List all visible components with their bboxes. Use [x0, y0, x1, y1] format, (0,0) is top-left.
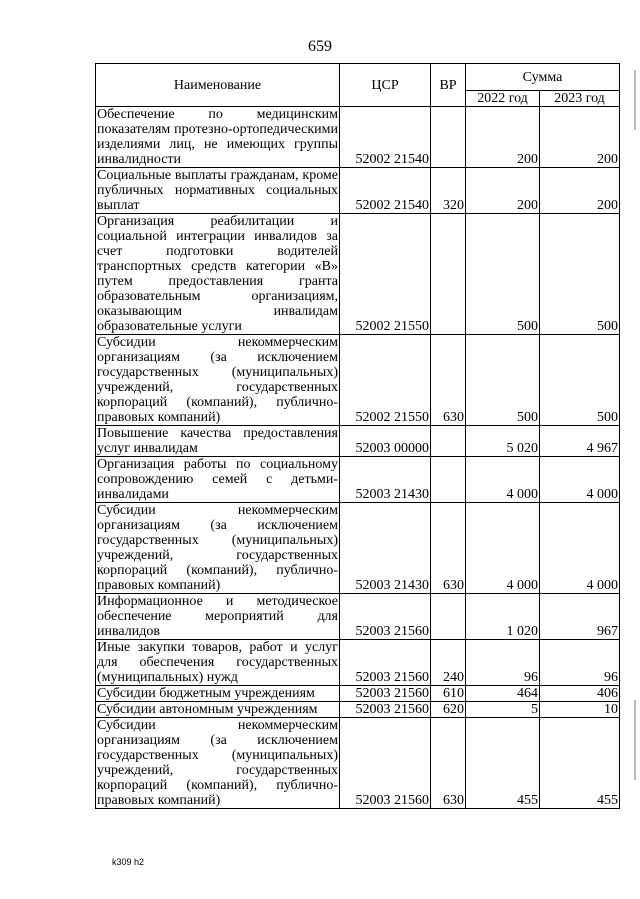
row-2023: 406 — [540, 686, 620, 702]
table-row — [96, 718, 620, 809]
row-2023: 200 — [540, 107, 620, 168]
row-2022: 200 — [466, 107, 540, 168]
row-csr: 52003 21430 — [340, 503, 431, 594]
row-name: Повышение качества предоставления услуг инвалидам — [97, 426, 338, 456]
row-2023: 96 — [540, 640, 620, 686]
table-row — [96, 214, 620, 335]
row-2022: 1 020 — [466, 594, 540, 640]
row-name: Организация реабилитации и социальной интеграции инвалидов за счет подготовки водителей транспортных средств категории «В» путем предоставления гранта образовательным организациям, оказывающим инвалидам образовательные услуги — [97, 214, 338, 334]
header-sum: Сумма — [466, 64, 620, 91]
row-csr: 52003 21560 — [340, 686, 431, 702]
row-vr: 630 — [431, 718, 466, 809]
table-row — [96, 640, 620, 686]
header-vr: ВР — [431, 64, 466, 107]
row-name: Обеспечение по медицинским показателям протезно-ортопедическими изделиями лиц, не имеющих группы инвалидности — [97, 107, 338, 167]
table-row — [96, 594, 620, 640]
row-name: Субсидии некоммерческим организациям (за исключением государственных (муниципальных) учреждений, государственных корпораций (компаний), публично-правовых компаний) — [97, 718, 338, 808]
row-vr — [431, 457, 466, 503]
row-vr: 240 — [431, 640, 466, 686]
row-2023: 500 — [540, 214, 620, 335]
row-2023: 10 — [540, 702, 620, 718]
row-vr: 610 — [431, 686, 466, 702]
row-2022: 500 — [466, 335, 540, 426]
header-2022: 2022 год — [466, 91, 540, 107]
row-2023: 4 000 — [540, 457, 620, 503]
row-2022: 4 000 — [466, 503, 540, 594]
row-2023: 967 — [540, 594, 620, 640]
row-name: Организация работы по социальному сопровождению семей с детьми-инвалидами — [97, 457, 338, 502]
row-csr: 52003 21430 — [340, 457, 431, 503]
row-2022: 5 — [466, 702, 540, 718]
row-vr: 320 — [431, 168, 466, 214]
row-2023: 200 — [540, 168, 620, 214]
row-2022: 96 — [466, 640, 540, 686]
row-vr — [431, 107, 466, 168]
row-name: Социальные выплаты гражданам, кроме публичных нормативных социальных выплат — [97, 168, 338, 213]
row-2023: 4 000 — [540, 503, 620, 594]
row-name: Информационное и методическое обеспечение мероприятий для инвалидов — [97, 594, 338, 639]
table-row — [96, 686, 620, 702]
row-csr: 52002 21540 — [340, 107, 431, 168]
row-2023: 455 — [540, 718, 620, 809]
row-2023: 4 967 — [540, 426, 620, 457]
header-2023: 2023 год — [540, 91, 620, 107]
budget-table — [95, 63, 620, 809]
row-vr — [431, 594, 466, 640]
row-2022: 455 — [466, 718, 540, 809]
table-row — [96, 457, 620, 503]
row-2022: 500 — [466, 214, 540, 335]
row-csr: 52002 21540 — [340, 168, 431, 214]
row-vr — [431, 214, 466, 335]
header-csr: ЦСР — [340, 64, 431, 107]
table-row — [96, 702, 620, 718]
table-row — [96, 426, 620, 457]
row-name: Иные закупки товаров, работ и услуг для обеспечения государственных (муниципальных) нужд — [97, 640, 338, 685]
row-2022: 464 — [466, 686, 540, 702]
row-csr: 52003 21560 — [340, 718, 431, 809]
row-vr: 630 — [431, 335, 466, 426]
row-csr: 52003 21560 — [340, 640, 431, 686]
row-2023: 500 — [540, 335, 620, 426]
table-row — [96, 168, 620, 214]
row-name: Субсидии бюджетным учреждениям — [96, 686, 340, 702]
row-csr: 52003 00000 — [340, 426, 431, 457]
row-vr: 630 — [431, 503, 466, 594]
row-csr: 52003 21560 — [340, 702, 431, 718]
row-name: Субсидии некоммерческим организациям (за исключением государственных (муниципальных) учреждений, государственных корпораций (компаний), публично-правовых компаний) — [97, 503, 338, 593]
table-row — [96, 335, 620, 426]
page-number: 659 — [308, 38, 332, 55]
scan-edge-mark — [634, 70, 636, 130]
row-csr: 52002 21550 — [340, 335, 431, 426]
table-row — [96, 503, 620, 594]
row-name: Субсидии автономным учреждениям — [96, 702, 340, 718]
row-2022: 5 020 — [466, 426, 540, 457]
document-code: k309 h2 — [112, 857, 145, 867]
table-row — [96, 107, 620, 168]
row-name: Субсидии некоммерческим организациям (за исключением государственных (муниципальных) учреждений, государственных корпораций (компаний), публично-правовых компаний) — [97, 335, 338, 425]
row-csr: 52002 21550 — [340, 214, 431, 335]
row-2022: 200 — [466, 168, 540, 214]
row-2022: 4 000 — [466, 457, 540, 503]
scan-edge-mark — [634, 700, 636, 780]
row-vr: 620 — [431, 702, 466, 718]
row-csr: 52003 21560 — [340, 594, 431, 640]
header-name: Наименование — [96, 64, 340, 107]
row-vr — [431, 426, 466, 457]
